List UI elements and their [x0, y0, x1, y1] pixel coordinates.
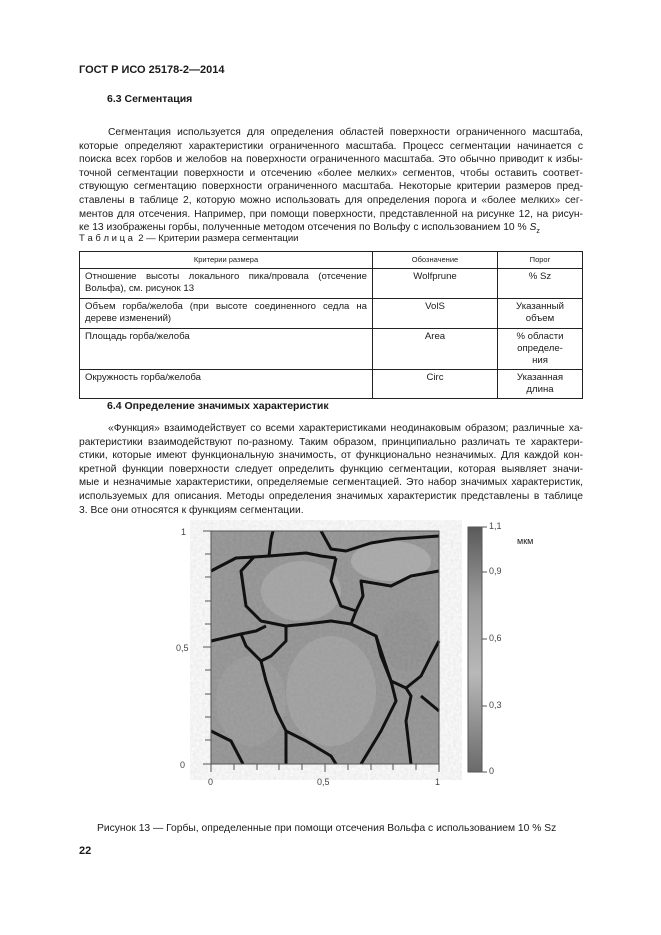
- column-header: Обозначение: [373, 252, 498, 269]
- segmentation-figure: [190, 520, 490, 780]
- table-cell: Отношение высоты локального пика/провала (отсечение Вольфа), см. рисунок 13: [80, 269, 373, 299]
- table-cell: % Sz: [498, 269, 583, 299]
- text-line: ствующую сегментацию поверхности ограниченного масштаба. Некоторые критерии размеров пред-: [79, 181, 583, 193]
- table-cell: Площадь горба/желоба: [80, 329, 373, 370]
- text-line: ментов для отсечения. Например, при помощи поверхности, представленной на рисунке 12, на рисун-: [79, 208, 583, 220]
- surface-map: [211, 531, 439, 764]
- section-6-3-paragraph: [79, 126, 583, 235]
- text-line: используемых для описания. Методы определения значимых характеристик представлены в таблице: [79, 490, 583, 502]
- table-cell: Area: [373, 329, 498, 370]
- text-line: Сегментация используется для определения областей поверхности ограниченного масштаба,: [108, 127, 583, 138]
- text-line: мые и незначимые характеристики, определяемые сегментацией. Это набор значимых характеристик,: [79, 477, 583, 489]
- text-line: поиска всех горбов и желобов на поверхности ограниченного масштаба. Это обычно приводит к избы-: [79, 154, 583, 166]
- text-line-content: ке 13 изображены горбы, полученные методом отсечения по Вольфу с использованием 10 %: [79, 222, 527, 234]
- text-line: рактеристики взаимодействуют по-разному. Таким образом, принципиально различать те характери-: [79, 436, 583, 448]
- text-line: ставлены в таблице 2, которую можно использовать для определения порога и «более мелких» сег-: [79, 194, 583, 206]
- text-line: стики, которые имеют функциональную значимость, от функционально незначимых. Для каждой кон-: [79, 450, 583, 462]
- table-cell: VolS: [373, 299, 498, 329]
- text-line: 3. Все они относятся к функциям сегментации.: [79, 504, 304, 516]
- table-row: [80, 329, 583, 370]
- section-6-4-title: 6.4 Определение значимых характеристик: [107, 400, 329, 412]
- table-cell: Wolfprune: [373, 269, 498, 299]
- colorbar-tick-label: 0: [489, 766, 495, 776]
- colorbar-tick-label: 0,3: [489, 700, 502, 710]
- y-tick-label: 0: [180, 760, 186, 770]
- table-cell: Указанная длина: [498, 370, 583, 399]
- column-header: Порог: [498, 252, 583, 269]
- criteria-table: [79, 251, 583, 399]
- section-6-4-paragraph: [79, 422, 583, 517]
- table-header-row: [80, 252, 583, 269]
- y-tick-label: 1: [181, 527, 187, 537]
- colorbar-unit: мкм: [517, 536, 534, 546]
- colorbar: [468, 527, 482, 772]
- table-row: [80, 299, 583, 329]
- symbol-subscript: z: [536, 228, 540, 236]
- x-tick-label: 0,5: [317, 777, 330, 787]
- table-row: [80, 370, 583, 399]
- figure-caption: Рисунок 13 — Горбы, определенные при помощи отсечения Вольфа с использованием 10 % Sz: [97, 823, 557, 834]
- colorbar-tick-label: 1,1: [489, 521, 502, 531]
- text-line: которые определяют характеристики ограниченного масштаба. Процесс сегментации начинается с: [79, 140, 583, 152]
- x-tick-label: 1: [435, 777, 441, 787]
- table-caption: Т а б л и ц а 2 — Критерии размера сегментации: [79, 233, 299, 244]
- text-line: точной сегментации поверхности и отсечению «более мелких» сегментов, чтобы оставить соответ-: [79, 167, 583, 179]
- document-id: ГОСТ Р ИСО 25178-2—2014: [79, 64, 225, 76]
- y-tick-label: 0,5: [176, 643, 189, 653]
- table-cell: Circ: [373, 370, 498, 399]
- colorbar-ticks: [482, 527, 487, 772]
- page-number: 22: [79, 845, 92, 857]
- x-tick-label: 0: [208, 777, 214, 787]
- colorbar-tick-label: 0,9: [489, 566, 502, 576]
- text-line: «Функция» взаимодействует со всеми характеристиками неодинаковым образом; различные ха-: [108, 423, 583, 434]
- table-cell: Указанный объем: [498, 299, 583, 329]
- column-header: Критерии размера: [80, 252, 373, 269]
- symbol: S: [529, 222, 537, 234]
- table-cell: Окружность горба/желоба: [80, 370, 373, 399]
- text-line: кретной функции поверхности следует определить функцию сегментации, которая выявляет значи-: [79, 463, 583, 475]
- colorbar-tick-label: 0,6: [489, 633, 502, 643]
- table-row: [80, 269, 583, 299]
- section-6-3-title: 6.3 Сегментация: [107, 93, 193, 105]
- table-cell: % области определе-ния: [498, 329, 583, 370]
- table-cell: Объем горба/желоба (при высоте соединенного седла на дереве изменений): [80, 299, 373, 329]
